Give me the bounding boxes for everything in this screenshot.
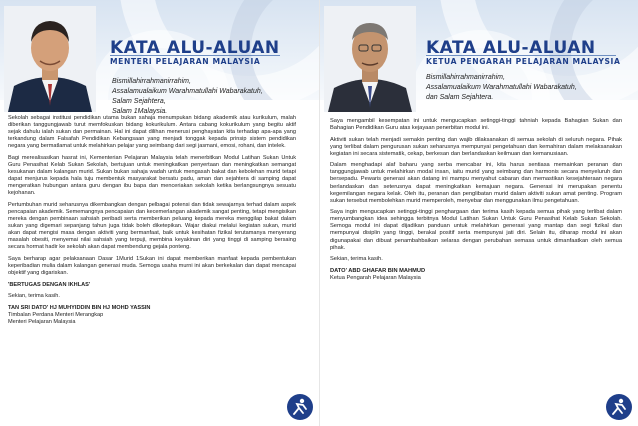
greeting-line: dan Salam Sejahtera. [426,94,494,101]
sports-logo-icon [287,394,313,420]
paragraph: Pertumbuhan murid seharusnya dikembangkan dengan pelbagai potensi dan tidak sewajarnya terhad dalam aspek pencapaian akademik. Sememangnya pencapaian dan kecemerlangan akademik sangat penting, tetapi mengisikan mereka dengan pembinaan sahsiah peribadi serta memberikan peluang kepada mereka menggilap bakat dalam sukan yang digemari sepanjang tahun juga tidak boleh diketepikan. Wajar diakui melalui kegiatan sukan, murid akan dapat mengisi masa dengan aktiviti yang bermanfaat, baik untuk kesihatan fizikal terutamanya menyerang masalah obesiti, menyemai nilai sahsiah yang terpuji, membina keyakinan diri yang tinggi di samping bersaing secara hormat hadir ke sekolah akan dapat membendung gejala ponteng. [8,201,296,251]
motto: 'BERTUGAS DENGAN IKHLAS' [8,281,91,288]
greeting [112,77,263,117]
signatory-role: Ketua Pengarah Pelajaran Malaysia [330,274,421,281]
portrait-photo-icon [324,6,416,112]
page-subtitle: KETUA PENGARAH PELAJARAN MALAYSIA [426,57,621,66]
message-body [8,115,296,326]
minister-photo [4,6,96,112]
greeting-line: Salam Sejahtera, [112,98,166,105]
signatory-role: Timbalan Perdana Menteri Merangkap [8,311,104,318]
sports-logo-icon [606,394,632,420]
paragraph: Saya ingin mengucapkan setinggi-tinggi penghargaan dan terima kasih kepada semua pihak yang terlibat dalam menyumbangkan idea sehingga terbitnya Modul Latihan Sukan Untuk Guru Penasihat Kelab Sukan Sekolah. Semoga modul ini dapat dijadikan panduan untuk melahirkan generasi yang mantap dan segi fizikal dan mempunyai disiplin yang tinggi, berakal positif serta mempunyai jati diri. Selain itu, diharap modul ini akan digunapakai dan dibuat penambahbaikan selaras dengan perubahan semasa untuk dimanfaatkan oleh semua pihak. [330,209,622,251]
greeting-line: Assalamualaikum Warahmatullahi Wabarakatuh, [426,84,577,91]
paragraph: Saya mengambil kesempatan ini untuk mengucapkan setinggi-tinggi tahniah kepada Bahagian Sukan dan Bahagian Pendidikan Guru atas kejayaan penerbitan modul ini. [330,118,622,132]
greeting [426,73,577,103]
message-body [330,118,622,282]
page-title: KATA ALU-ALUAN [426,38,596,58]
paragraph: Bagi merealisasikan hasrat ini, Kementerian Pelajaran Malaysia telah menerbitkan Modul Latihan Sukan Untuk Guru Penasihat Kelab Sukan Sekolah, bertujuan untuk meningkatkan penyertaan dan meningkatkan semangat kesukanan dalam kalangan murid. Sukan bukan sahaja wadah untuk mengasah bakat dan kebolehan murid tetapi dapat menjurus kepada hala tuju membentuk masyarakat bersatu padu, aman dan sejahtera di samping dapat mengeratkan hubungan antara guru dengan ibu bapa dan menceriakan sekolah ketika berlangsungnya sesuatu kejohanan. [8,154,296,197]
paragraph: Saya berharap agar pelaksanaan Dasar 1Murid 1Sukan ini dapat memberikan manfaat kepada pembentukan keperibadian mulia dalam kalangan generasi muda. Semoga usaha murni ini akan berkekalan dan dapat mencapai objektif yang digariskan. [8,255,296,277]
right-page [319,0,638,426]
page-title: KATA ALU-ALUAN [110,38,280,58]
paragraph: Sekolah sebagai institusi pendidikan utama bukan sahaja menumpukan bidang akademik atau kurikulum, malah diberikan tanggungjawab turut memfokuskan bidang kokurikulum. Antara cabang kokurikulum yang begitu aktif sejak dahulu ialah sukan dan permainan. Hal ini dapat dilihan menerusi penghayatan kita terhadap apa-apa yang terkandung dalam Falsafah Pendidikan Kebangsaan yang menjadi tonggak kepada prinsip sistem pendidikan negara yang bermatlamat untuk melahirkan pelajar yang seimbang dari segi jasmani, emosi, rohani, dan intelek. [8,115,296,150]
signatory-role: Menteri Pelajaran Malaysia [8,318,76,325]
greeting-line: Bismillahirrahmanirrahim, [112,78,191,85]
greeting-line: Bismillahirrahmanirrahim, [426,74,505,81]
page-subtitle: MENTERI PELAJARAN MALAYSIA [110,57,261,66]
closing: Sekian, terima kasih. [330,256,383,263]
director-photo [324,6,416,112]
greeting-line: Salam 1Malaysia. [112,108,168,115]
closing: Sekian, terima kasih. [8,293,60,300]
signatory-name: DATO' ABD GHAFAR BIN MAHMUD [330,267,426,274]
signatory-name: TAN SRI DATO' HJ MUHYIDDIN BIN HJ MOHD YASSIN [8,304,151,311]
greeting-line: Assalamualaikum Warahmatullahi Wabarakatuh, [112,88,263,95]
paragraph: Aktiviti sukan telah menjadi semakin penting dan wajib dilaksanakan di semua sekolah di seluruh negara. Pihak yang terlibat dalam pengurusan sukan seharusnya mempunyai pengetahuan dan kemahiran dalam melaksanakan kegiatan ini secara sistematik, cekap, berkesan dan berlandaskan keilmuan dan kemanusiaan. [330,136,622,157]
portrait-photo-icon [4,6,96,112]
paragraph: Dalam menghadapi alaf baharu yang serba mencabar ini, kita harus sentiasa memainkan peranan dan tanggungjawab untuk melahirkan modal insan, iaitu murid yang seimbang dan harmonis secara menyeluruh dan bersepadu. Pewaris generasi akan datang ini mampu menyahut cabaran dan memastikan kesejahteraan negara berlandaskan dan seterusnya dapat meningkatkan kemajuan negara. Generasi ini merupakan penentu kegemilangan negara kelak. Oleh itu, peranan dan penglibatan murid dalam aktiviti sukan amat penting. Program sukan tersebut membolehkan murid memperoleh, menyebar dan menggunakan ilmu pengetahuan. [330,162,622,204]
